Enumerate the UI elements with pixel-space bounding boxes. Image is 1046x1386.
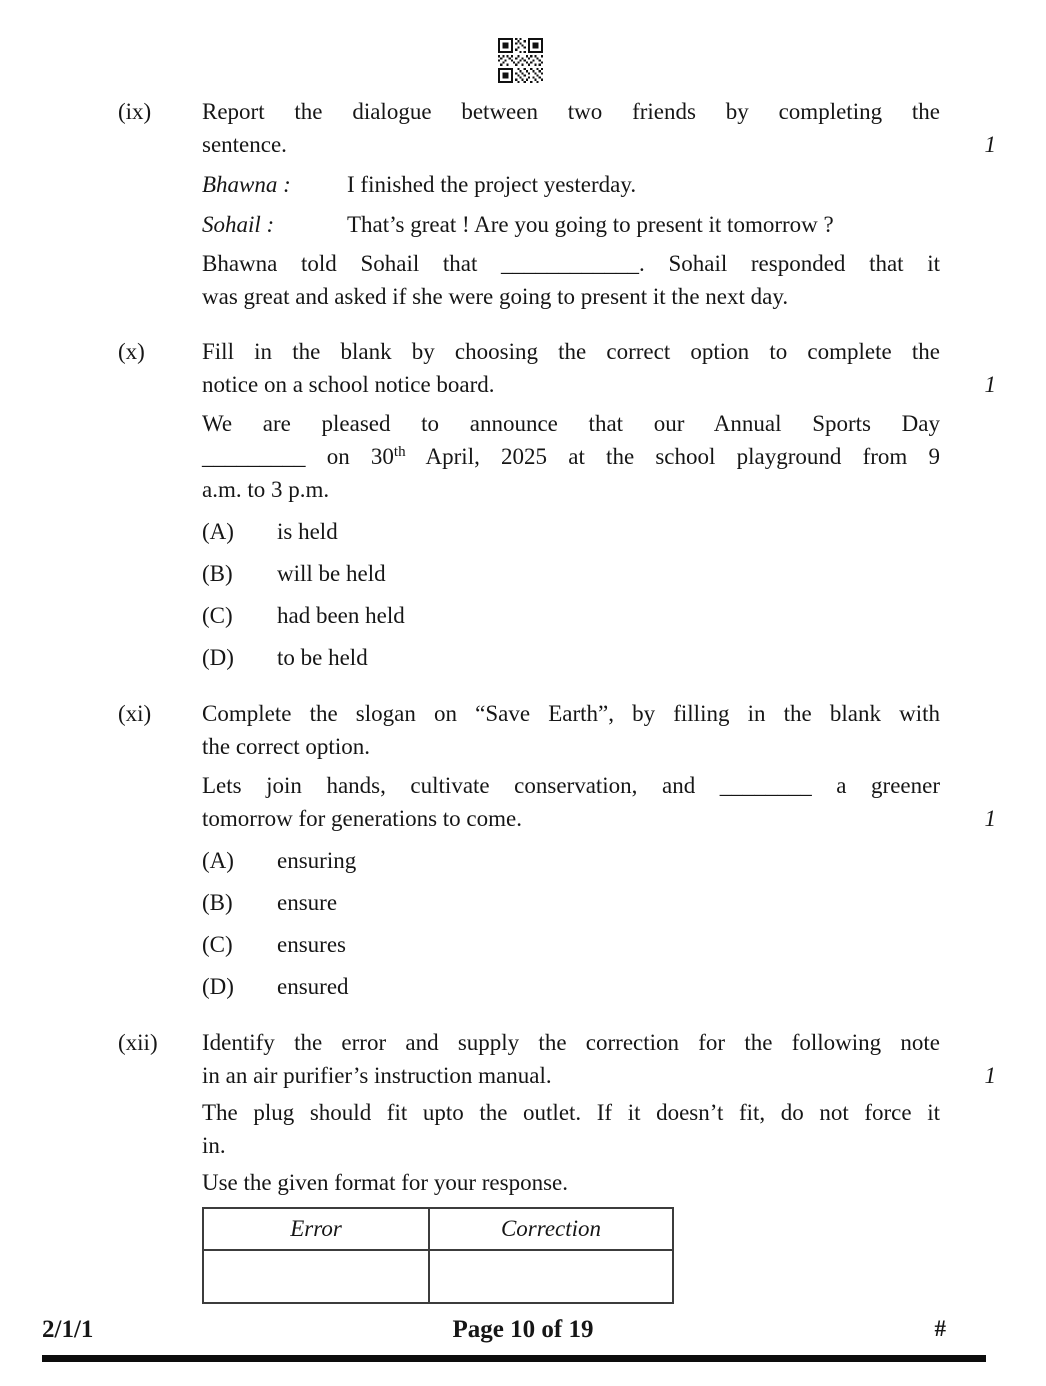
body-text: _________ on 30 <box>202 444 394 469</box>
option-row <box>202 599 940 632</box>
prompt-line: the correct option. <box>202 734 370 759</box>
question-number: (xi) <box>118 701 152 726</box>
option-row <box>202 844 940 877</box>
question-body <box>202 1026 940 1304</box>
marks-value: 1 <box>984 806 996 831</box>
option-row <box>202 641 940 674</box>
option-letter: (D) <box>202 645 234 670</box>
option-text: had been held <box>277 603 405 628</box>
dialogue-speaker: Bhawna : <box>202 172 291 197</box>
table-header-correction: Correction <box>429 1208 673 1250</box>
prompt-line: Fill in the blank by choosing the correct option to complete the <box>202 339 940 364</box>
page-number-label: Page 10 of 19 <box>452 1316 594 1343</box>
question-xii <box>0 1026 1046 1304</box>
prompt-line: sentence. <box>202 132 287 157</box>
option-letter: (C) <box>202 932 233 957</box>
option-letter: (B) <box>202 561 233 586</box>
option-text: is held <box>277 519 338 544</box>
prompt-line: notice on a school notice board. <box>202 372 495 397</box>
body-text: April, 2025 at the school playground from 9 <box>405 444 940 469</box>
table-header-row <box>203 1208 673 1250</box>
question-number: (ix) <box>118 99 152 124</box>
dialogue-row <box>202 168 940 201</box>
option-letter: (D) <box>202 974 234 999</box>
body-line: tomorrow for generations to come. <box>202 806 522 831</box>
option-letter: (A) <box>202 519 234 544</box>
options-list <box>202 515 940 674</box>
option-text: ensures <box>277 932 346 957</box>
marks-value: 1 <box>984 132 996 157</box>
table-header-error: Error <box>203 1208 429 1250</box>
option-row <box>202 515 940 548</box>
question-number: (x) <box>118 339 145 364</box>
option-row <box>202 970 940 1003</box>
question-x <box>0 335 1046 674</box>
option-text: ensure <box>277 890 338 915</box>
body-line: Bhawna told Sohail that ____________. Sohail responded that it <box>202 251 940 276</box>
paper-code: 2/1/1 <box>42 1316 94 1343</box>
body-line: was great and asked if she were going to present it the next day. <box>202 284 789 309</box>
dialogue-row <box>202 208 940 241</box>
body-line: in. <box>202 1133 226 1158</box>
body-line: We are pleased to announce that our Annual Sports Day <box>202 411 940 436</box>
marks-value: 1 <box>984 372 996 397</box>
option-text: to be held <box>277 645 368 670</box>
table-cell-error-empty <box>203 1250 429 1303</box>
body-line: The plug should fit upto the outlet. If it doesn’t fit, do not force it <box>202 1100 940 1125</box>
question-body <box>202 335 940 674</box>
page-footer <box>0 1316 1046 1350</box>
option-letter: (C) <box>202 603 233 628</box>
option-letter: (B) <box>202 890 233 915</box>
question-number: (xii) <box>118 1030 158 1055</box>
option-row <box>202 928 940 961</box>
body-line: a.m. to 3 p.m. <box>202 477 330 502</box>
prompt-line: Complete the slogan on “Save Earth”, by filling in the blank with <box>202 701 940 726</box>
option-text: will be held <box>277 561 386 586</box>
dialogue-speaker: Sohail : <box>202 212 275 237</box>
prompt-line: in an air purifier’s instruction manual. <box>202 1063 552 1088</box>
error-correction-table <box>202 1207 674 1304</box>
option-letter: (A) <box>202 848 234 873</box>
hash-mark: # <box>934 1316 946 1341</box>
question-xi <box>0 697 1046 1003</box>
dialogue-text: I finished the project yesterday. <box>347 172 637 197</box>
body-line <box>202 440 940 473</box>
question-ix <box>0 95 1046 313</box>
question-body <box>202 697 940 1003</box>
body-line: Lets join hands, cultivate conservation, and ________ a greener <box>202 773 940 798</box>
option-row <box>202 886 940 919</box>
option-row <box>202 557 940 590</box>
option-text: ensuring <box>277 848 357 873</box>
format-note: Use the given format for your response. <box>202 1170 568 1195</box>
question-body <box>202 95 940 313</box>
prompt-line: Report the dialogue between two friends by completing the <box>202 99 940 124</box>
ordinal-superscript: th <box>393 444 406 460</box>
table-answer-row <box>203 1250 673 1303</box>
footer-rule-bar <box>42 1355 986 1362</box>
option-text: ensured <box>277 974 349 999</box>
dialogue-text: That’s great ! Are you going to present it tomorrow ? <box>347 212 834 237</box>
marks-value: 1 <box>984 1063 996 1088</box>
table-cell-correction-empty <box>429 1250 673 1303</box>
options-list <box>202 844 940 1003</box>
prompt-line: Identify the error and supply the correction for the following note <box>202 1030 940 1055</box>
